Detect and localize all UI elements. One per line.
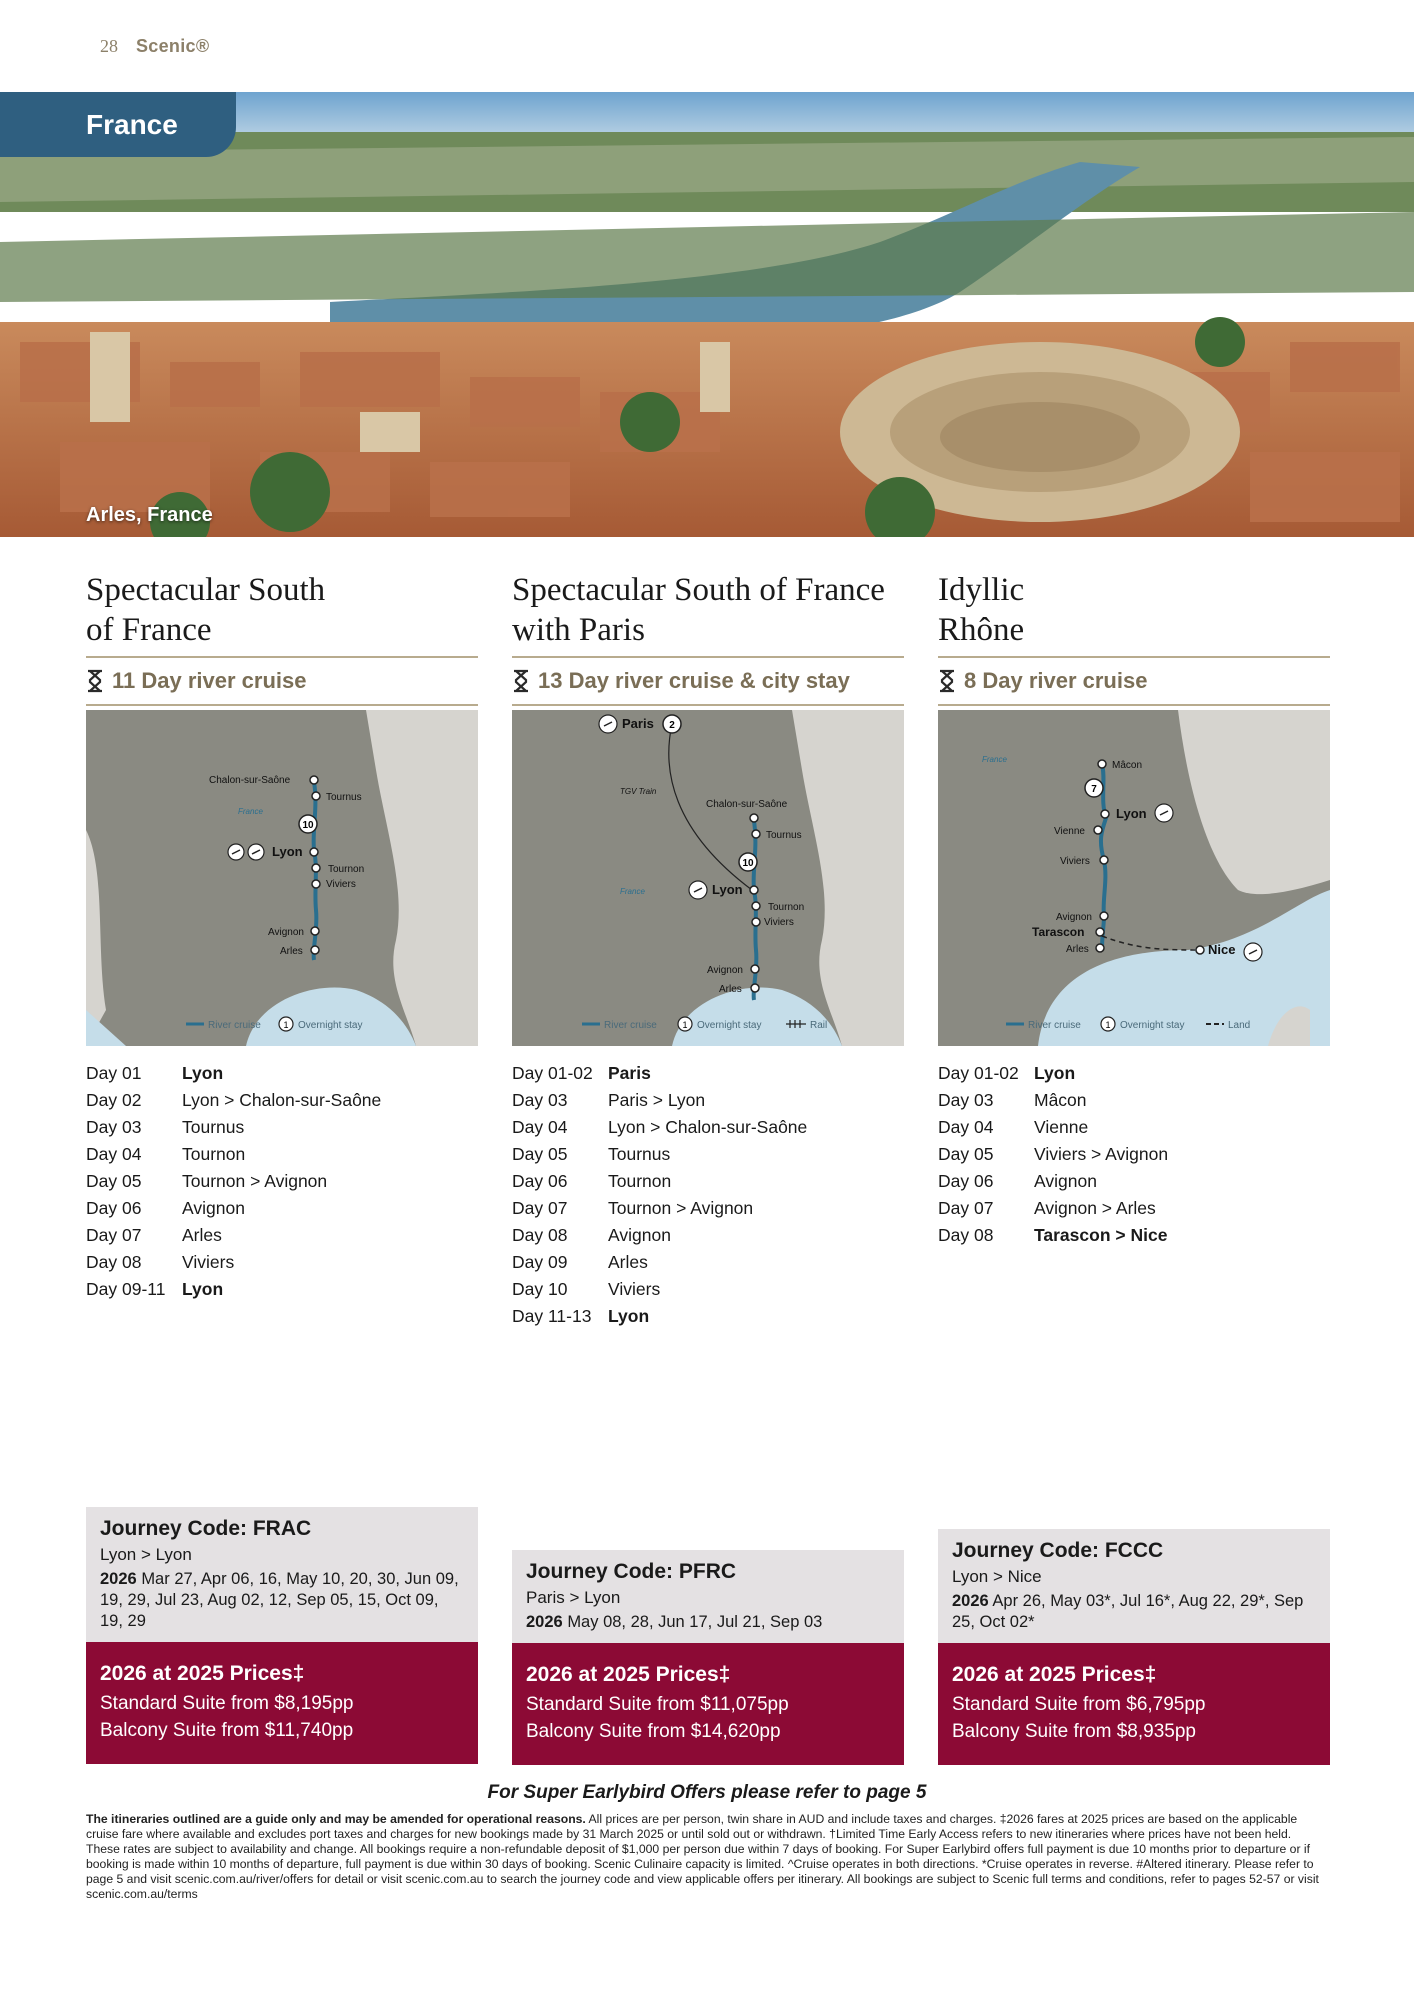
route-map bbox=[86, 710, 478, 1046]
itinerary-row: Day 01-02 Paris bbox=[512, 1063, 651, 1083]
itinerary-row: Day 07 Arles bbox=[86, 1225, 222, 1245]
svg-text:1: 1 bbox=[682, 1020, 688, 1030]
map-label: Tournus bbox=[326, 792, 362, 803]
hero-photo bbox=[0, 92, 1414, 537]
cruise-title: Spectacular South of France bbox=[86, 572, 326, 648]
journey-details bbox=[512, 1550, 904, 1643]
map-label: Arles bbox=[280, 946, 303, 957]
page-header bbox=[100, 36, 209, 57]
journey-route: Lyon > Lyon bbox=[100, 1545, 192, 1564]
journey-dates: 2026 Apr 26, May 03*, Jul 16*, Aug 22, 29*, Sep 25, Oct 02* bbox=[952, 1592, 1304, 1631]
journey-code: Journey Code: FRAC bbox=[100, 1517, 312, 1540]
price-title: 2026 at 2025 Prices‡ bbox=[952, 1663, 1157, 1686]
map-label: Mâcon bbox=[1112, 760, 1143, 771]
journey-block-frac bbox=[86, 1507, 478, 1764]
fine-print-lead: The itineraries outlined are a guide only and may be amended for operational reasons. bbox=[86, 1812, 586, 1826]
overnight-count: 10 bbox=[302, 820, 314, 831]
map-label: Avignon bbox=[1056, 912, 1092, 923]
map-label: Lyon bbox=[1116, 806, 1147, 821]
price-panel bbox=[86, 1642, 478, 1764]
map-label: Viviers bbox=[1060, 856, 1090, 867]
cruise-column-pfrc bbox=[512, 570, 904, 1330]
map-label: Chalon-sur-Saône bbox=[209, 775, 291, 786]
itinerary-row: Day 05 Tournus bbox=[512, 1144, 671, 1164]
cruise-title: Spectacular South of France with Paris bbox=[512, 572, 885, 648]
cruise-column-frac bbox=[86, 570, 478, 1303]
region-tab: France bbox=[0, 92, 236, 157]
page-number: 28 bbox=[100, 36, 118, 56]
journey-dates: 2026 May 08, 28, Jun 17, Jul 21, Sep 03 bbox=[526, 1613, 823, 1631]
map-label: Tarascon bbox=[1032, 925, 1085, 939]
legend-label: River cruise bbox=[1028, 1020, 1081, 1031]
route-map bbox=[938, 710, 1330, 1046]
itinerary-row: Day 07 Avignon > Arles bbox=[938, 1198, 1156, 1218]
price-panel bbox=[512, 1643, 904, 1765]
duration-label: 11 Day river cruise bbox=[112, 668, 307, 693]
map-label: Tournon bbox=[768, 902, 805, 913]
legend-label: Overnight stay bbox=[298, 1020, 363, 1031]
itinerary-row: Day 06 Avignon bbox=[86, 1198, 245, 1218]
map-label: Paris bbox=[622, 716, 654, 731]
itinerary-row: Day 11-13 Lyon bbox=[512, 1306, 650, 1326]
legend-label: River cruise bbox=[208, 1020, 261, 1031]
itinerary-list bbox=[86, 1060, 478, 1303]
journey-block-pfrc bbox=[512, 1550, 904, 1765]
legend-label: Overnight stay bbox=[1120, 1020, 1185, 1031]
itinerary-row: Day 05 Tournon > Avignon bbox=[86, 1171, 328, 1191]
journey-dates: 2026 Mar 27, Apr 06, 16, May 10, 20, 30, Jun 09, 19, 29, Jul 23, Aug 02, 12, Sep 05, 15, Oct 09, 19, 29 bbox=[100, 1570, 459, 1630]
itinerary-row: Day 09-11 Lyon bbox=[86, 1279, 224, 1299]
svg-text:1: 1 bbox=[1105, 1020, 1111, 1030]
map-label: Vienne bbox=[1054, 826, 1085, 837]
map-label: Viviers bbox=[764, 917, 794, 928]
map-label: Avignon bbox=[268, 927, 304, 938]
map-label: Tournus bbox=[766, 830, 802, 841]
duration-label: 13 Day river cruise & city stay bbox=[538, 668, 850, 693]
itinerary-list bbox=[512, 1060, 904, 1330]
itinerary-row: Day 01 Lyon bbox=[86, 1063, 224, 1083]
hourglass-icon bbox=[86, 669, 104, 693]
balcony-suite-price: Balcony Suite from $14,620pp bbox=[526, 1721, 781, 1742]
itinerary-row: Day 08 Tarascon > Nice bbox=[938, 1225, 1168, 1245]
itinerary-row: Day 04 Vienne bbox=[938, 1117, 1089, 1137]
journey-details bbox=[86, 1507, 478, 1642]
price-title: 2026 at 2025 Prices‡ bbox=[100, 1662, 305, 1685]
itinerary-row: Day 09 Arles bbox=[512, 1252, 648, 1272]
photo-caption: Arles, France bbox=[86, 504, 213, 526]
price-panel bbox=[938, 1643, 1330, 1765]
overnight-count: 10 bbox=[742, 858, 754, 869]
cruise-column-fccc bbox=[938, 570, 1330, 1249]
itinerary-row: Day 06 Avignon bbox=[938, 1171, 1097, 1191]
legend-label: River cruise bbox=[604, 1020, 657, 1031]
map-label: Lyon bbox=[272, 844, 303, 859]
map-label: Avignon bbox=[707, 965, 743, 976]
itinerary-row: Day 08 Viviers bbox=[86, 1252, 235, 1272]
price-title: 2026 at 2025 Prices‡ bbox=[526, 1663, 731, 1686]
duration-label: 8 Day river cruise bbox=[964, 668, 1148, 693]
itinerary-row: Day 03 Tournus bbox=[86, 1117, 245, 1137]
duration-bar bbox=[512, 656, 904, 706]
standard-suite-price: Standard Suite from $6,795pp bbox=[952, 1694, 1206, 1715]
overnight-count: 7 bbox=[1091, 784, 1097, 795]
itinerary-row: Day 10 Viviers bbox=[512, 1279, 661, 1299]
itinerary-row: Day 01-02 Lyon bbox=[938, 1063, 1076, 1083]
journey-code: Journey Code: FCCC bbox=[952, 1539, 1164, 1562]
map-label: Tournon bbox=[328, 864, 365, 875]
itinerary-row: Day 02 Lyon > Chalon-sur-Saône bbox=[86, 1090, 382, 1110]
itinerary-row: Day 08 Avignon bbox=[512, 1225, 671, 1245]
map-region: France bbox=[982, 755, 1007, 764]
itinerary-row: Day 03 Mâcon bbox=[938, 1090, 1087, 1110]
fine-print-body: All prices are per person, twin share in AUD and include taxes and charges. ‡2026 fares at 2025 prices are based on the applicable cruise fare where available and excludes port taxes and charges for new bookings made by 31 March 2025 or until sold out or withdrawn. †Limited Time Early Access refers to new itineraries where prices have not been held. These rates are subject to availability and change. All bookings require a non-refundable deposit of $1,000 per person due within 7 days of booking. For Super Earlybird offers full payment is due 10 months prior to departure or if booking is made within 10 months of departure, full payment is due within 30 days of booking. Scenic Culinaire capacity is limited. ^Cruise operates in both directions. *Cruise operates in reverse. #Altered itinerary. Please refer to page 5 and visit scenic.com.au/river/offers for detail or visit scenic.com.au to search the journey code and view applicable offers per itinerary. All bookings are subject to Scenic full terms and conditions, refer to pages 52-57 or visit scenic.com.au/terms bbox=[86, 1812, 1319, 1901]
hourglass-icon bbox=[938, 669, 956, 693]
map-label: Nice bbox=[1208, 942, 1236, 957]
itinerary-row: Day 03 Paris > Lyon bbox=[512, 1090, 706, 1110]
journey-block-fccc bbox=[938, 1529, 1330, 1765]
hourglass-icon bbox=[512, 669, 530, 693]
journey-details bbox=[938, 1529, 1330, 1643]
fine-print bbox=[86, 1812, 1328, 1902]
journey-route: Lyon > Nice bbox=[952, 1567, 1042, 1586]
legend-label: Land bbox=[1228, 1020, 1251, 1031]
itinerary-row: Day 07 Tournon > Avignon bbox=[512, 1198, 754, 1218]
train-label: TGV Train bbox=[620, 787, 657, 796]
map-region: France bbox=[238, 807, 263, 816]
map-label: Arles bbox=[1066, 944, 1089, 955]
brand-logo: Scenic® bbox=[136, 36, 210, 56]
arles-aerial-photo bbox=[0, 92, 1414, 537]
standard-suite-price: Standard Suite from $8,195pp bbox=[100, 1693, 354, 1714]
duration-bar bbox=[86, 656, 478, 706]
legend-label: Rail bbox=[810, 1020, 828, 1031]
overnight-paris: 2 bbox=[669, 720, 675, 731]
journey-code: Journey Code: PFRC bbox=[526, 1560, 737, 1583]
itinerary-row: Day 06 Tournon bbox=[512, 1171, 672, 1191]
standard-suite-price: Standard Suite from $11,075pp bbox=[526, 1694, 789, 1715]
route-map bbox=[512, 710, 904, 1046]
itinerary-row: Day 05 Viviers > Avignon bbox=[938, 1144, 1169, 1164]
map-label: Chalon-sur-Saône bbox=[706, 799, 788, 810]
map-label: Viviers bbox=[326, 879, 356, 890]
itinerary-row: Day 04 Lyon > Chalon-sur-Saône bbox=[512, 1117, 808, 1137]
svg-text:1: 1 bbox=[283, 1020, 289, 1030]
cruise-title: Idyllic Rhône bbox=[938, 572, 1025, 648]
itinerary-row: Day 04 Tournon bbox=[86, 1144, 246, 1164]
balcony-suite-price: Balcony Suite from $8,935pp bbox=[952, 1721, 1196, 1742]
itinerary-list bbox=[938, 1060, 1330, 1249]
journey-route: Paris > Lyon bbox=[526, 1588, 621, 1607]
balcony-suite-price: Balcony Suite from $11,740pp bbox=[100, 1720, 354, 1741]
map-region: France bbox=[620, 887, 645, 896]
duration-bar bbox=[938, 656, 1330, 706]
legend-label: Overnight stay bbox=[697, 1020, 762, 1031]
offer-note: For Super Earlybird Offers please refer to page 5 bbox=[487, 1782, 927, 1803]
map-label: Lyon bbox=[712, 882, 743, 897]
map-label: Arles bbox=[719, 984, 742, 995]
